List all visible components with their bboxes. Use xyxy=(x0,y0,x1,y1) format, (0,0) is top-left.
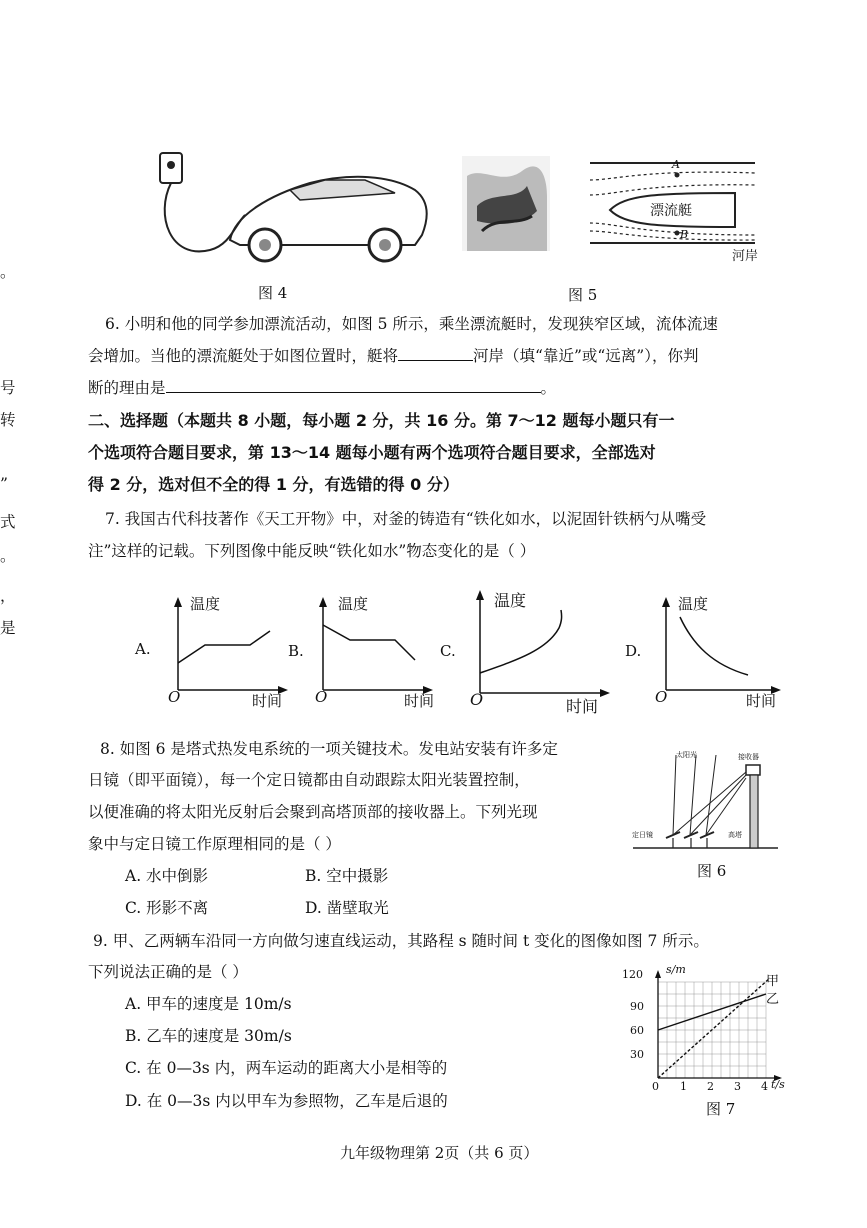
margin-mark: 号 xyxy=(0,379,16,397)
fig7-xtick-0: 0 xyxy=(652,1080,659,1093)
q6-line-2 xyxy=(88,340,698,372)
q9-line-1: 9. 甲、乙两辆车沿同一方向做匀速直线运动，其路程 s 随时间 t 变化的图像如图 7 所示。 xyxy=(93,932,709,950)
q8-option-d[interactable]: D. 凿壁取光 xyxy=(305,899,389,917)
margin-mark: 转 xyxy=(0,411,16,429)
fig7-ytick-90: 90 xyxy=(630,1000,644,1013)
line-jia xyxy=(658,978,770,1078)
q9-option-b[interactable]: B. 乙车的速度是 30m/s xyxy=(125,1027,292,1045)
fig7-ytick-120: 120 xyxy=(622,968,643,981)
page-footer: 九年级物理第 2页（共 6 页） xyxy=(340,1144,539,1162)
q9-line-2: 下列说法正确的是（ ） xyxy=(88,963,248,981)
fig7-xtick-1: 1 xyxy=(680,1080,687,1093)
graph-d-origin: O xyxy=(655,688,668,706)
figure-6-caption: 图 6 xyxy=(697,862,727,880)
q6-line-2b: 河岸（填“靠近”或“远离”），你判 xyxy=(473,347,699,365)
fig7-ylabel: s/m xyxy=(666,963,686,976)
section-2-line-2: 个选项符合题目要求，第 13～14 题每小题有两个选项符合题目要求，全部选对 xyxy=(88,443,656,462)
graph-b-origin: O xyxy=(315,688,328,706)
figure-5-caption: 图 5 xyxy=(568,286,598,304)
fig7-xtick-3: 3 xyxy=(734,1080,741,1093)
option-c-letter[interactable]: C. xyxy=(440,642,456,660)
q6-answer-blank-2[interactable] xyxy=(166,376,541,393)
ev-charging-illustration xyxy=(150,145,435,270)
section-2-line-1: 二、选择题（本题共 8 小题，每小题 2 分，共 16 分。第 7～12 题每小题只有一 xyxy=(88,411,675,430)
point-a xyxy=(675,173,680,178)
q8-option-b[interactable]: B. 空中摄影 xyxy=(305,867,389,885)
fig7-xlabel: t/s xyxy=(771,1078,785,1091)
q6-answer-blank-1[interactable] xyxy=(398,344,473,361)
graph-b-curve xyxy=(323,625,415,660)
margin-mark: ” xyxy=(0,475,8,493)
graph-b-ylabel: 温度 xyxy=(338,595,369,613)
q8-line-3: 以便准确的将太阳光反射后会聚到高塔顶部的接收器上。下列光现 xyxy=(88,803,538,821)
margin-mark: 式 xyxy=(0,513,16,531)
margin-mark: ， xyxy=(0,587,16,605)
graph-c-curve xyxy=(480,610,562,673)
q9-option-d[interactable]: D. 在 0—3s 内以甲车为参照物，乙车是后退的 xyxy=(125,1092,448,1110)
q6-line-3a: 断的理由是 xyxy=(88,379,166,397)
figure-6-solar-tower xyxy=(628,750,788,860)
graph-a-ylabel: 温度 xyxy=(190,595,221,613)
graph-a-origin: O xyxy=(168,688,181,706)
margin-mark: 是 xyxy=(0,619,16,637)
graph-b-xlabel: 时间 xyxy=(404,692,435,710)
option-d-letter[interactable]: D. xyxy=(625,642,642,660)
graph-c-origin: O xyxy=(470,690,484,709)
figure-7-caption: 图 7 xyxy=(706,1100,736,1118)
receiver-icon xyxy=(746,765,760,775)
point-a-label: A xyxy=(672,158,680,171)
q9-option-c[interactable]: C. 在 0—3s 内，两车运动的距离大小是相等的 xyxy=(125,1059,448,1077)
figure-4-caption: 图 4 xyxy=(258,284,288,302)
q8-line-1: 8. 如图 6 是塔式热发电系统的一项关键技术。发电站安装有许多定 xyxy=(100,740,558,758)
graph-c xyxy=(462,588,612,708)
q7-line-1: 7. 我国古代科技著作《天工开物》中，对釜的铸造有“铁化如水，以泥固针铁柄勺从嘴受 xyxy=(105,510,707,528)
fig7-xtick-4: 4 xyxy=(761,1080,768,1093)
fig7-xtick-2: 2 xyxy=(707,1080,714,1093)
tower-icon xyxy=(750,775,758,848)
point-b-label: B xyxy=(680,228,689,241)
option-b-letter[interactable]: B. xyxy=(288,642,304,660)
q6-line-3b: 。 xyxy=(540,379,557,397)
q8-line-2: 日镜（即平面镜），每一个定日镜都由自动跟踪太阳光装置控制， xyxy=(88,771,530,789)
fig6-tower-label: 高塔 xyxy=(728,831,742,839)
graph-a-curve xyxy=(178,631,270,663)
graph-d-curve xyxy=(680,617,748,675)
q8-line-4: 象中与定日镜工作原理相同的是（ ） xyxy=(88,835,341,853)
q8-option-a[interactable]: A. 水中倒影 xyxy=(125,867,209,885)
figure-4 xyxy=(150,145,435,274)
graph-c-ylabel: 温度 xyxy=(494,591,527,610)
fig7-ytick-30: 30 xyxy=(630,1048,644,1061)
margin-mark: 。 xyxy=(0,263,16,281)
raft-label: 漂流艇 xyxy=(650,203,692,219)
fig7-series-jia: 甲 xyxy=(766,974,780,989)
rafting-photo xyxy=(462,156,550,251)
graph-d-xlabel: 时间 xyxy=(746,692,777,710)
q8-option-c[interactable]: C. 形影不离 xyxy=(125,899,209,917)
q7-line-2: 注”这样的记载。下列图像中能反映“铁化如水”物态变化的是（ ） xyxy=(88,542,536,560)
graph-a-xlabel: 时间 xyxy=(252,692,283,710)
fig6-mirror-label: 定日镜 xyxy=(632,831,653,839)
figure-5-photo xyxy=(462,156,550,255)
q6-line-2a: 会增加。当他的漂流艇处于如图位置时，艇将 xyxy=(88,347,399,365)
q9-option-a[interactable]: A. 甲车的速度是 10m/s xyxy=(125,995,292,1013)
q6-line-1: 6. 小明和他的同学参加漂流活动，如图 5 所示，乘坐漂流艇时，发现狭窄区域，流体流速 xyxy=(105,315,718,333)
graph-d-ylabel: 温度 xyxy=(678,595,709,613)
graph-c-xlabel: 时间 xyxy=(566,697,599,716)
q6-line-3 xyxy=(88,372,556,404)
fig7-ytick-60: 60 xyxy=(630,1024,644,1037)
fig6-sun-label: 太阳光 xyxy=(676,751,697,759)
option-a-letter[interactable]: A. xyxy=(135,640,151,658)
section-2-line-3: 得 2 分，选对但不全的得 1 分，有选错的得 0 分） xyxy=(88,475,459,494)
fig7-series-yi: 乙 xyxy=(766,992,780,1007)
fig6-receiver-label: 接收器 xyxy=(738,753,759,761)
bank-label: 河岸 xyxy=(732,249,759,264)
point-b xyxy=(675,231,680,236)
margin-mark: 。 xyxy=(0,547,16,565)
car-window xyxy=(290,180,395,200)
